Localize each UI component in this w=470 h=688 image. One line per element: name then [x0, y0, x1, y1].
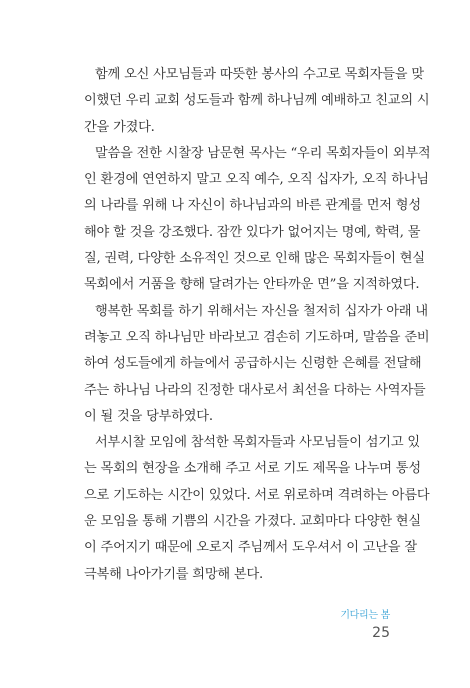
paragraph-2-line-1: 말씀을 전한 시찰장 남문현 목사는 “우리 목회자들이 외부적 — [95, 145, 431, 161]
page-number: 25 — [372, 625, 390, 641]
paragraph-3-line-1: 행복한 목회를 하기 위해서는 자신을 철저히 십자가 아래 내 — [95, 303, 428, 319]
paragraph-2-line-4: 해야 할 것을 강조했다. 잠깐 있다가 없어지는 명예, 학력, 물 — [84, 224, 421, 240]
paragraph-3-line-3: 하여 성도들에게 하늘에서 공급하시는 신령한 은혜를 전달해 — [84, 356, 422, 372]
running-title: 기다리는 봄 — [340, 610, 390, 621]
paragraph-1-line-2: 이했던 우리 교회 성도들과 함께 하나님께 예배하고 친교의 시 — [84, 93, 430, 109]
paragraph-4-line-5: 이 주어지기 때문에 오로지 주님께서 도우셔서 이 고난을 잘 — [84, 540, 417, 556]
paragraph-3-line-4: 주는 하나님 나라의 진정한 대사로서 최선을 다하는 사역자들 — [84, 382, 426, 398]
paragraph-4-line-4: 운 모임을 통해 기쁨의 시간을 가졌다. 교회마다 다양한 현실 — [84, 514, 421, 530]
paragraph-3-line-5: 이 될 것을 당부하였다. — [84, 408, 213, 424]
paragraph-2-line-6: 목회에서 거품을 향해 달려가는 안타까운 면”을 지적하였다. — [84, 277, 420, 293]
paragraph-2-line-3: 의 나라를 위해 나 자신이 하나님과의 바른 관계를 먼저 형성 — [84, 198, 421, 214]
paragraph-1-line-1: 함께 오신 사모님들과 따뜻한 봉사의 수고로 목회자들을 맞 — [95, 67, 424, 82]
paragraph-3-line-2: 려놓고 오직 하나님만 바라보고 겸손히 기도하며, 말씀을 준비 — [84, 329, 430, 345]
paragraph-1-line-3: 간을 가졌다. — [84, 119, 155, 135]
paragraph-4-line-2: 는 목회의 현장을 소개해 주고 서로 기도 제목을 나누며 통성 — [84, 461, 421, 477]
paragraph-4-line-3: 으로 기도하는 시간이 있었다. 서로 위로하며 격려하는 아름다 — [84, 487, 430, 503]
paragraph-2-line-2: 인 환경에 연연하지 말고 오직 예수, 오직 십자가, 오직 하나님 — [84, 172, 429, 188]
page-footer — [340, 606, 390, 641]
body-text — [84, 62, 431, 588]
paragraph-2-line-5: 질, 권력, 다양한 소유적인 것으로 인해 많은 목회자들이 현실 — [84, 251, 425, 267]
paragraph-4-line-1: 서부시찰 모임에 참석한 목회자들과 사모님들이 섬기고 있 — [95, 435, 420, 451]
paragraph-4-line-6: 극복해 나아가기를 희망해 본다. — [84, 566, 263, 582]
